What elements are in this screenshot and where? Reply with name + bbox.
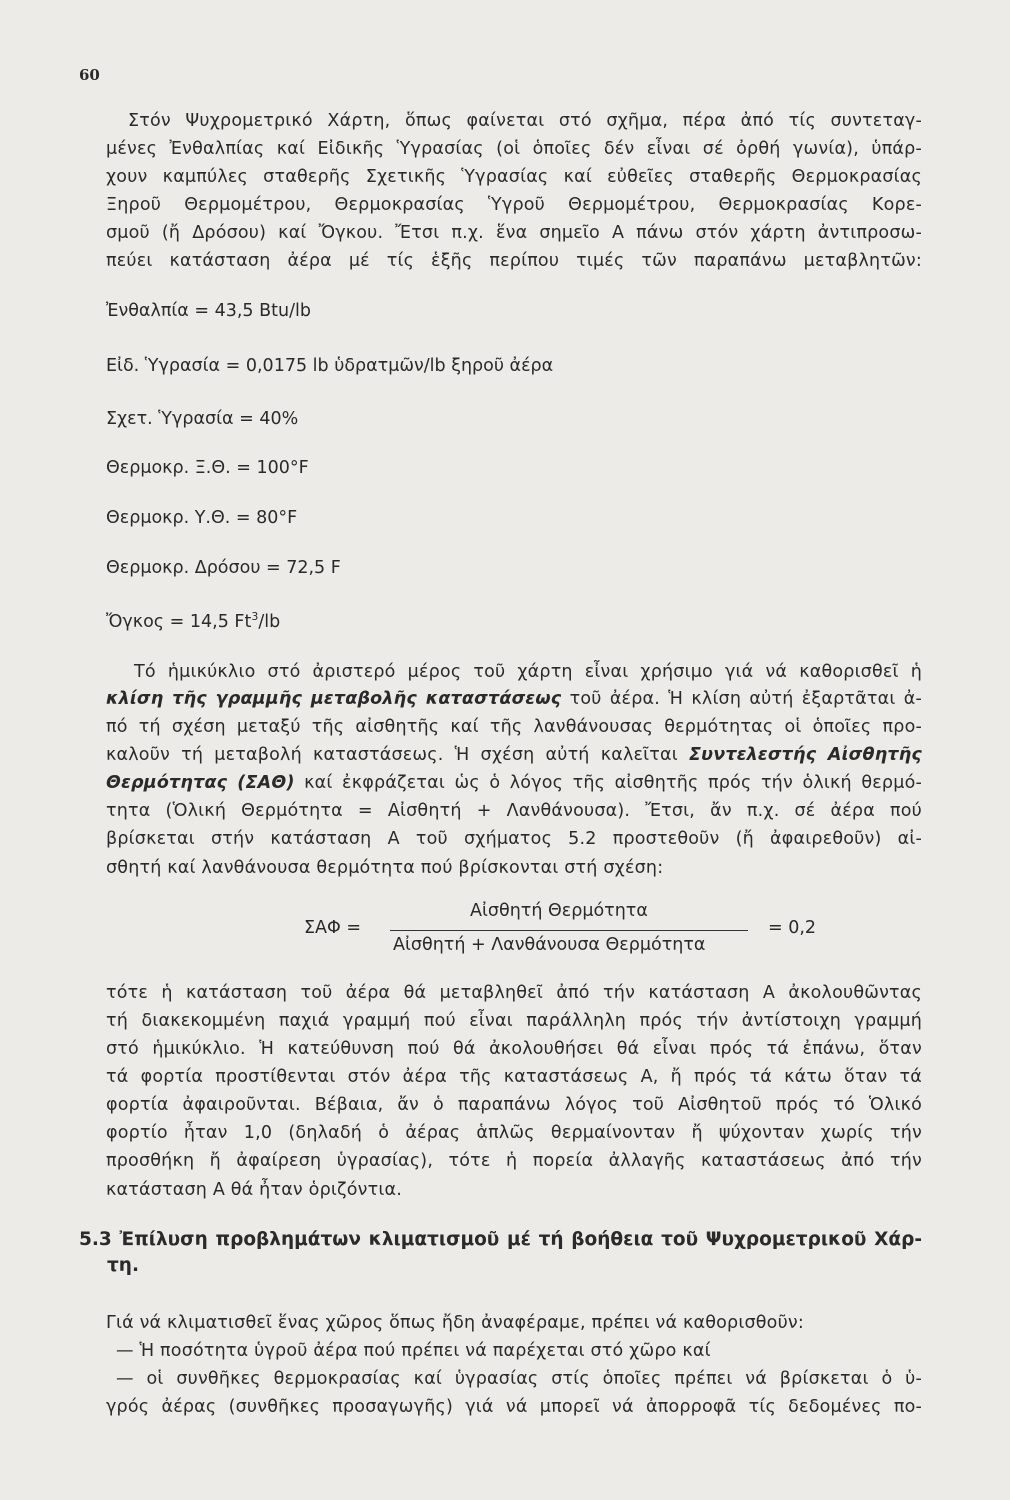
text-line: πό τή σχέση μεταξύ τῆς αἰσθητῆς καί τῆς λανθάνουσας θερμότητας οἱ ὁποῖες προ- [106, 717, 922, 737]
heading-line: 5.3 Ἐπίλυση προβλημάτων κλιματισμοῦ μέ τή βοήθεια τοῦ Ψυχρομετρικοῦ Χάρ- [79, 1229, 922, 1250]
text-line: τητα (Ὁλική Θερμότητα = Αἰσθητή + Λανθάνουσα). Ἔτσι, ἄν π.χ. σέ ἀέρα πού [106, 801, 922, 821]
text-line: βρίσκεται στήν κατάσταση Α τοῦ σχήματος 5.2 προστεθοῦν (ἤ ἀφαιρεθοῦν) αἰ- [106, 829, 922, 849]
text-line: Τό ἡμικύκλιο στό ἀριστερό μέρος τοῦ χάρτη εἶναι χρήσιμο γιά νά καθορισθεῖ ἡ [134, 662, 922, 682]
text-line: φορτία ἀφαιροῦνται. Βέβαια, ἄν ὁ παραπάνω λόγος τοῦ Αἰσθητοῦ πρός τό Ὁλικό [106, 1095, 922, 1115]
text-line: σμοῦ (ἤ Δρόσου) καί Ὄγκου. Ἔτσι π.χ. ἕνα σημεῖο Α πάνω στόν χάρτη ἀντιπροσω- [106, 223, 922, 243]
text-line: γρός ἀέρας (συνθῆκες προσαγωγῆς) γιά νά μπορεῖ νά ἀπορροφᾶ τίς δεδομένες πο- [106, 1397, 922, 1417]
text-line: φορτίο ἦταν 1,0 (δηλαδή ὁ ἀέρας ἁπλῶς θερμαίνονταν ἤ ψύχονταν χωρίς τήν [106, 1123, 922, 1143]
text-line: προσθήκη ἤ ἀφαίρεση ὑγρασίας), τότε ἡ πορεία ἀλλαγῆς καταστάσεως ἀπό τήν [106, 1151, 922, 1171]
fraction-bar [390, 930, 748, 931]
text-line: Γιά νά κλιματισθεῖ ἕνας χῶρος ὅπως ἤδη ἀναφέραμε, πρέπει νά καθορισθοῦν: [106, 1313, 804, 1333]
text-line: σθητή καί λανθάνουσα θερμότητα πού βρίσκονται στή σχέση: [106, 858, 664, 878]
text-line: — Ἡ ποσότητα ὑγροῦ ἀέρα πού πρέπει νά παρέχεται στό χῶρο καί [116, 1341, 711, 1361]
formula-denominator: Αἰσθητή + Λανθάνουσα Θερμότητα [393, 935, 706, 955]
text-line: τή διακεκομμένη παχιά γραμμή πού εἶναι παράλληλη πρός τήν ἀντίστοιχη γραμμή [106, 1011, 922, 1031]
text-span: καλοῦν τή μεταβολή καταστάσεως. Ἡ σχέση αὐτή καλεῖται [106, 745, 690, 765]
text-line [106, 742, 922, 768]
emphasis-term: Συντελεστής Αἰσθητῆς [689, 745, 922, 765]
text-line: κατάσταση Α θά ἦταν ὁριζόντια. [106, 1180, 402, 1200]
heading-line: τη. [107, 1255, 140, 1276]
text-span: καί ἐκφράζεται ὡς ὁ λόγος τῆς αἰσθητῆς πρός τήν ὁλική θερμό- [294, 773, 922, 793]
text-line [106, 686, 922, 712]
text-line: μένες Ἐνθαλπίας καί Εἰδικῆς Ὑγρασίας (οἱ ὁποῖες δέν εἶναι σέ ὀρθή γωνία), ὑπάρ- [106, 139, 922, 159]
volume-exponent: 3 [251, 610, 259, 623]
formula-numerator: Αἰσθητή Θερμότητα [470, 901, 648, 921]
text-line [106, 770, 922, 796]
volume-value [106, 610, 280, 632]
formula-lhs: ΣΑΦ = [304, 918, 362, 938]
enthalpy-value: Ἐνθαλπία = 43,5 Btu/lb [106, 301, 311, 321]
text-line: — οἱ συνθῆκες θερμοκρασίας καί ὑγρασίας στίς ὁποῖες πρέπει νά βρίσκεται ὁ ὑ- [116, 1369, 922, 1389]
text-line: πεύει κατάσταση ἀέρα μέ τίς ἑξῆς περίπου τιμές τῶν παραπάνω μεταβλητῶν: [106, 251, 922, 271]
volume-text: Ὄγκος = 14,5 Ft [106, 611, 252, 632]
text-line: χουν καμπύλες σταθερῆς Σχετικῆς Ὑγρασίας καί εὐθεῖες σταθερῆς Θερμοκρασίας [106, 167, 922, 187]
text-line: στό ἡμικύκλιο. Ἡ κατεύθυνση πού θά ἀκολουθήσει θά εἶναι πρός τά ἐπάνω, ὅταν [106, 1039, 922, 1059]
specific-humidity-value: Εἰδ. Ὑγρασία = 0,0175 lb ὑδρατμῶν/lb ξηροῦ ἀέρα [106, 356, 554, 376]
text-line: τότε ἡ κατάσταση τοῦ ἀέρα θά μεταβληθεῖ ἀπό τήν κατάσταση Α ἀκολουθῶντας [106, 983, 922, 1003]
emphasis-term: κλίση τῆς γραμμῆς μεταβολῆς καταστάσεως [106, 689, 562, 709]
page-number: 60 [79, 66, 100, 84]
relative-humidity-value: Σχετ. Ὑγρασία = 40% [106, 409, 299, 429]
emphasis-term: Θερμότητας (ΣΑΘ) [106, 773, 295, 793]
volume-unit: /lb [258, 611, 281, 632]
section-heading [79, 1227, 922, 1279]
formula-rhs: = 0,2 [768, 918, 817, 938]
text-line: Στόν Ψυχρομετρικό Χάρτη, ὅπως φαίνεται στό σχῆμα, πέρα ἀπό τίς συντεταγ- [128, 111, 922, 131]
text-span: τοῦ ἀέρα. Ἡ κλίση αὐτή ἐξαρτᾶται ἀ- [561, 689, 922, 709]
wet-bulb-value: Θερμοκρ. Υ.Θ. = 80°F [106, 508, 298, 528]
text-line: τά φορτία προστίθενται στόν ἀέρα τῆς καταστάσεως Α, ἤ πρός τά κάτω ὅταν τά [106, 1067, 922, 1087]
text-line: Ξηροῦ Θερμομέτρου, Θερμοκρασίας Ὑγροῦ Θερμομέτρου, Θερμοκρασίας Κορε- [106, 195, 922, 215]
dry-bulb-value: Θερμοκρ. Ξ.Θ. = 100°F [106, 458, 309, 478]
dew-point-value: Θερμοκρ. Δρόσου = 72,5 F [106, 558, 341, 578]
